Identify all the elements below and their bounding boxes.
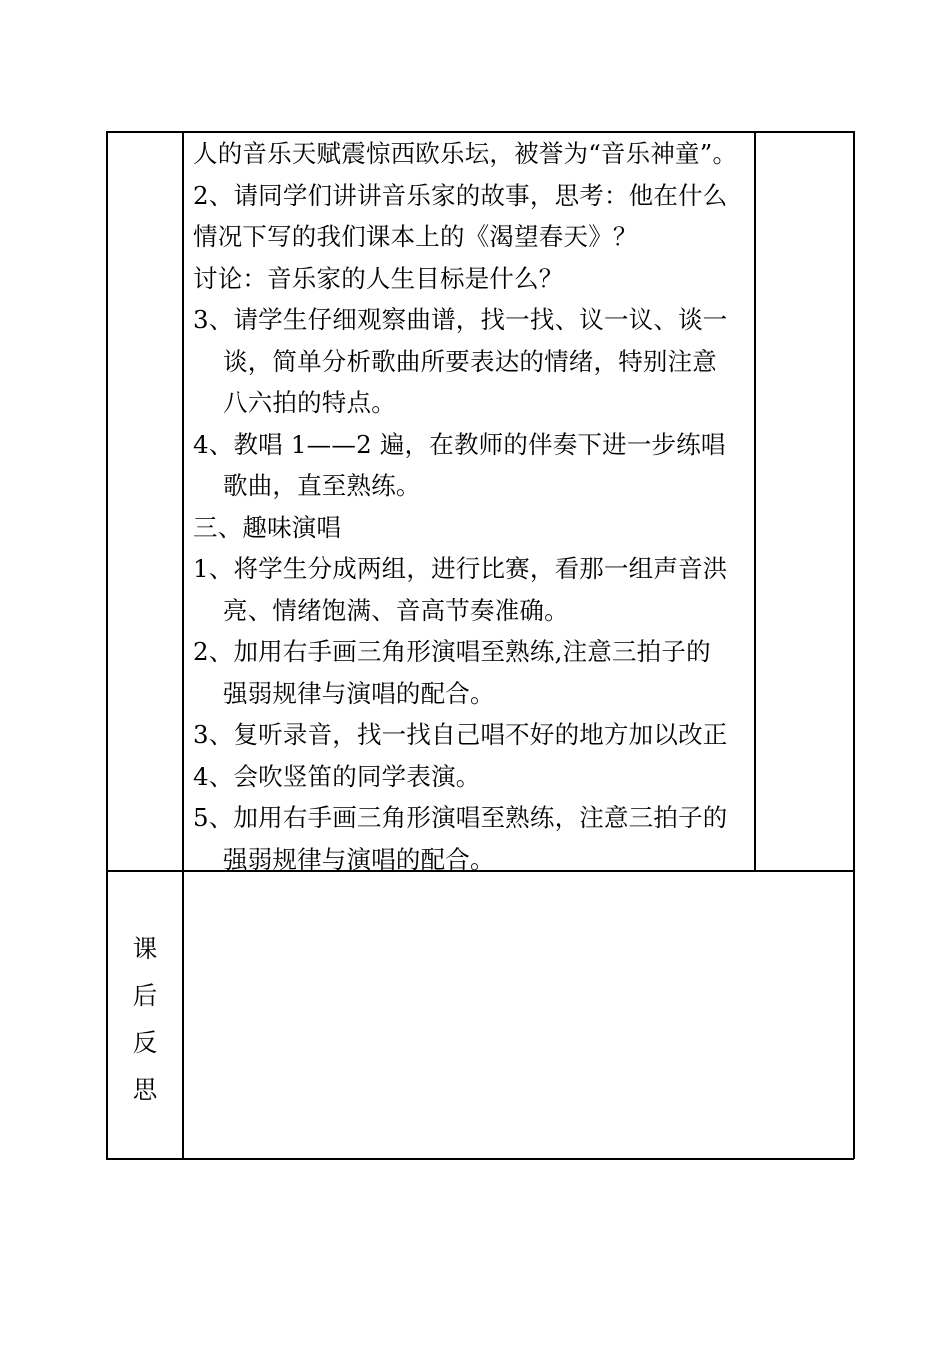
content-line: 八六拍的特点。 xyxy=(223,388,396,417)
table-bottom-border xyxy=(106,1158,854,1160)
reflection-label-char: 思 xyxy=(132,1075,158,1104)
table-col-divider-1 xyxy=(182,131,184,1159)
table-right-border xyxy=(853,131,855,1159)
content-line: 情况下写的我们课本上的《渴望春天》？ xyxy=(193,222,638,251)
content-line: 4、教唱 1——2 遍，在教师的伴奏下进一步练唱 xyxy=(193,429,726,459)
content-line: 2、请同学们讲讲音乐家的故事，思考：他在什么 xyxy=(193,180,728,210)
section-heading: 三、趣味演唱 xyxy=(193,512,342,542)
reflection-label-char: 课 xyxy=(132,934,158,963)
lesson-content xyxy=(193,133,749,880)
content-line: 歌曲，直至熟练。 xyxy=(223,471,421,500)
reflection-label xyxy=(108,925,182,1113)
reflection-content-cell xyxy=(185,872,851,1156)
content-line: 谈，简单分析歌曲所要表达的情绪，特别注意 xyxy=(223,346,717,376)
content-line: 3、请学生仔细观察曲谱，找一找、议一议、谈一 xyxy=(193,305,728,334)
reflection-label-char: 反 xyxy=(132,1028,158,1057)
reflection-label-char: 后 xyxy=(132,981,158,1010)
content-line: 强弱规律与演唱的配合。 xyxy=(223,678,495,708)
content-line: 5、加用右手画三角形演唱至熟练，注意三拍子的 xyxy=(193,803,728,832)
content-line: 亮、情绪饱满、音高节奏准确。 xyxy=(223,595,569,625)
content-line: 讨论：音乐家的人生目标是什么？ xyxy=(193,263,564,293)
content-line: 强弱规律与演唱的配合。 xyxy=(223,844,495,874)
content-line: 2、加用右手画三角形演唱至熟练,注意三拍子的 xyxy=(193,637,711,666)
table-col-divider-2 xyxy=(754,131,756,871)
content-line: 人的音乐天赋震惊西欧乐坛，被誉为“音乐神童”。 xyxy=(193,139,738,168)
content-line: 1、将学生分成两组，进行比赛，看那一组声音洪 xyxy=(193,554,728,583)
content-line: 3、复听录音，找一找自己唱不好的地方加以改正 xyxy=(193,720,728,749)
content-line: 4、会吹竖笛的同学表演。 xyxy=(193,761,481,791)
